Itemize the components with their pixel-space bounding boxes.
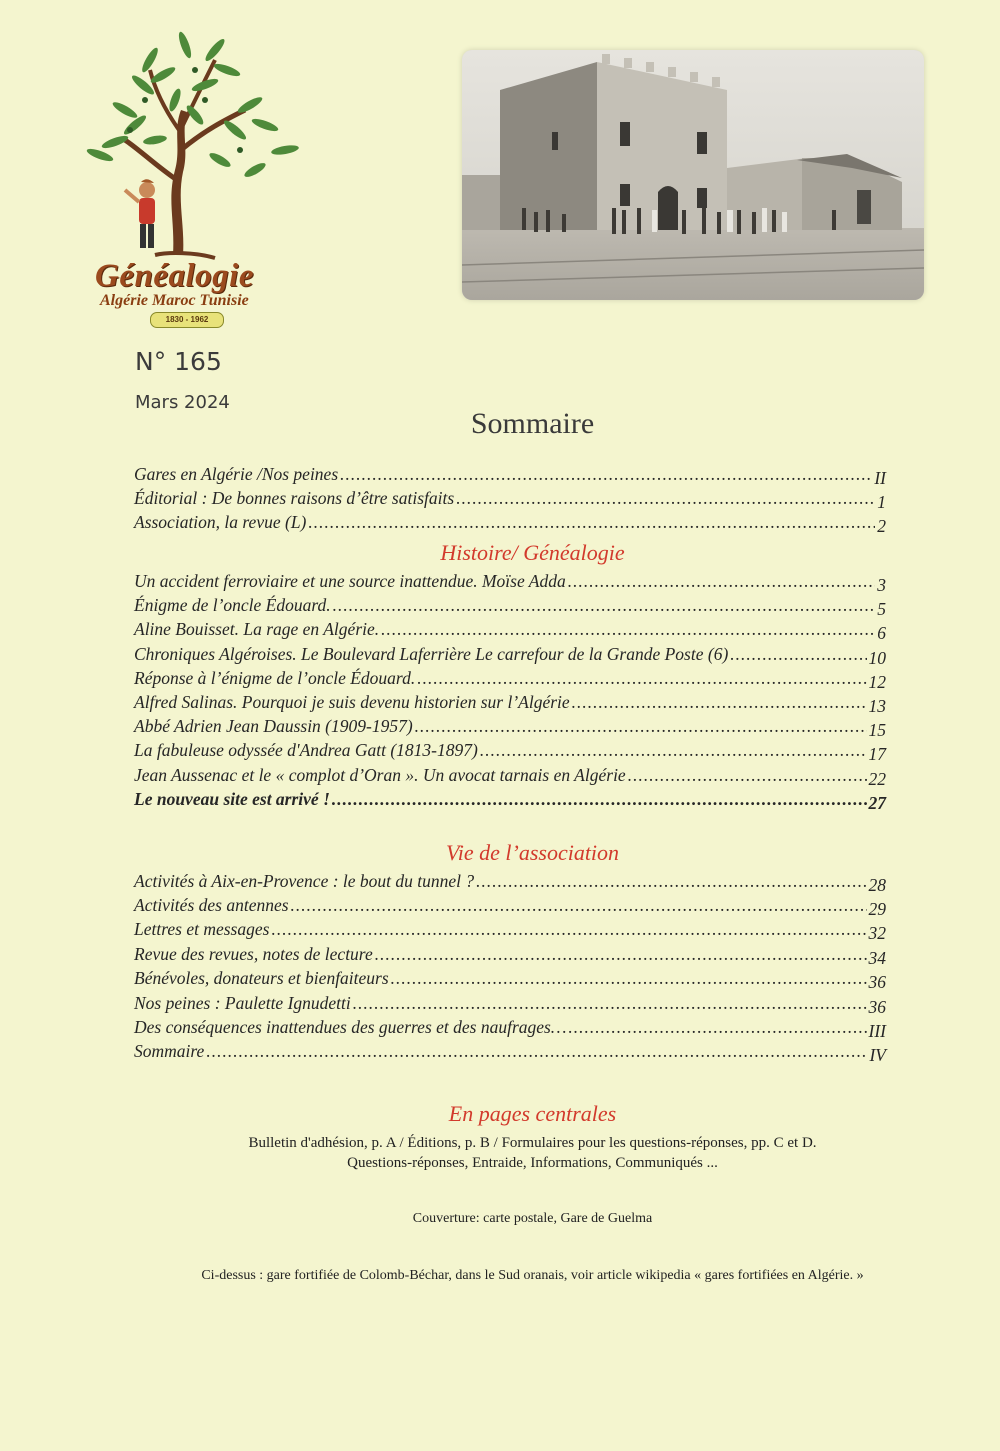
page-title: Sommaire	[470, 407, 595, 440]
toc-entry[interactable]: Bénévoles, donateurs et bienfaiteurs ..... 36	[134, 968, 886, 989]
logo-years: 1830 - 1962	[150, 312, 224, 328]
toc-entry[interactable]: Activités à Aix-en-Provence : le bout du tunnel ? ..... 28	[134, 871, 886, 892]
genealogie-logo	[55, 30, 305, 330]
logo-subtitle: Algérie Maroc Tunisie	[100, 292, 249, 309]
toc-entry[interactable]: Nos peines : Paulette Ignudetti ..... 36	[134, 993, 886, 1014]
toc-entry[interactable]: Éditorial : De bonnes raisons d’être satisfaits ..... 1	[134, 488, 886, 509]
centrales-line-1: Bulletin d'adhésion, p. A / Éditions, p. B / Formulaires pour les questions-réponses, pp. C et D.	[248, 1135, 817, 1151]
toc-entry[interactable]: Un accident ferroviaire et une source inattendue. Moïse Adda ..... 3	[134, 571, 886, 592]
toc-entry[interactable]: Revue des revues, notes de lecture ..... 34	[134, 944, 886, 965]
toc-entry[interactable]: Activités des antennes ..... 29	[134, 895, 886, 916]
toc-entry[interactable]: Lettres et messages ..... 32	[134, 919, 886, 940]
toc-entry[interactable]: Aline Bouisset. La rage en Algérie. ..... 6	[134, 619, 886, 640]
toc-entry[interactable]: Association, la revue (L) ..... 2	[134, 512, 886, 533]
fortified-station-image	[462, 50, 924, 300]
toc-entry[interactable]: Alfred Salinas. Pourquoi je suis devenu historien sur l’Algérie ..... 13	[134, 692, 886, 713]
station-photo	[462, 50, 924, 300]
toc-entry[interactable]: Réponse à l’énigme de l’oncle Édouard. ..... 12	[134, 668, 886, 689]
toc-entry[interactable]: Chroniques Algéroises. Le Boulevard Laferrière Le carrefour de la Grande Poste (6) ..... 10	[134, 644, 886, 665]
section-title-histoire: Histoire/ Généalogie	[440, 540, 625, 565]
logo-title: Généalogie	[95, 258, 254, 294]
centrales-line-2: Questions-réponses, Entraide, Informations, Communiqués ...	[347, 1155, 718, 1171]
olive-tree-icon	[55, 30, 305, 270]
toc-entry[interactable]: Gares en Algérie /Nos peines ..... II	[134, 464, 886, 485]
issue-date: Mars 2024	[135, 392, 230, 413]
issue-number: N° 165	[135, 347, 222, 376]
toc-entry[interactable]: Jean Aussenac et le « complot d’Oran ». Un avocat tarnais en Algérie ..... 22	[134, 765, 886, 786]
photo-caption: Ci-dessus : gare fortifiée de Colomb-Béchar, dans le Sud oranais, voir article wikipedia « gares fortifiées en Algérie. »	[201, 1268, 864, 1283]
toc-entry[interactable]: Énigme de l’oncle Édouard. ..... 5	[134, 595, 886, 616]
section-title-vie: Vie de l’association	[445, 840, 620, 865]
cover-caption: Couverture: carte postale, Gare de Guelma	[412, 1211, 653, 1226]
toc-entry[interactable]: La fabuleuse odyssée d'Andrea Gatt (1813-1897) ..... 17	[134, 740, 886, 761]
toc-entry[interactable]: Sommaire ..... IV	[134, 1041, 886, 1062]
toc-entry[interactable]: Abbé Adrien Jean Daussin (1909-1957) ..... 15	[134, 716, 886, 737]
toc-entry[interactable]: Le nouveau site est arrivé ! ..... 27	[134, 789, 886, 810]
section-title-centrales: En pages centrales	[448, 1101, 617, 1126]
toc-entry[interactable]: Des conséquences inattendues des guerres et des naufrages… ..... III	[134, 1017, 886, 1038]
